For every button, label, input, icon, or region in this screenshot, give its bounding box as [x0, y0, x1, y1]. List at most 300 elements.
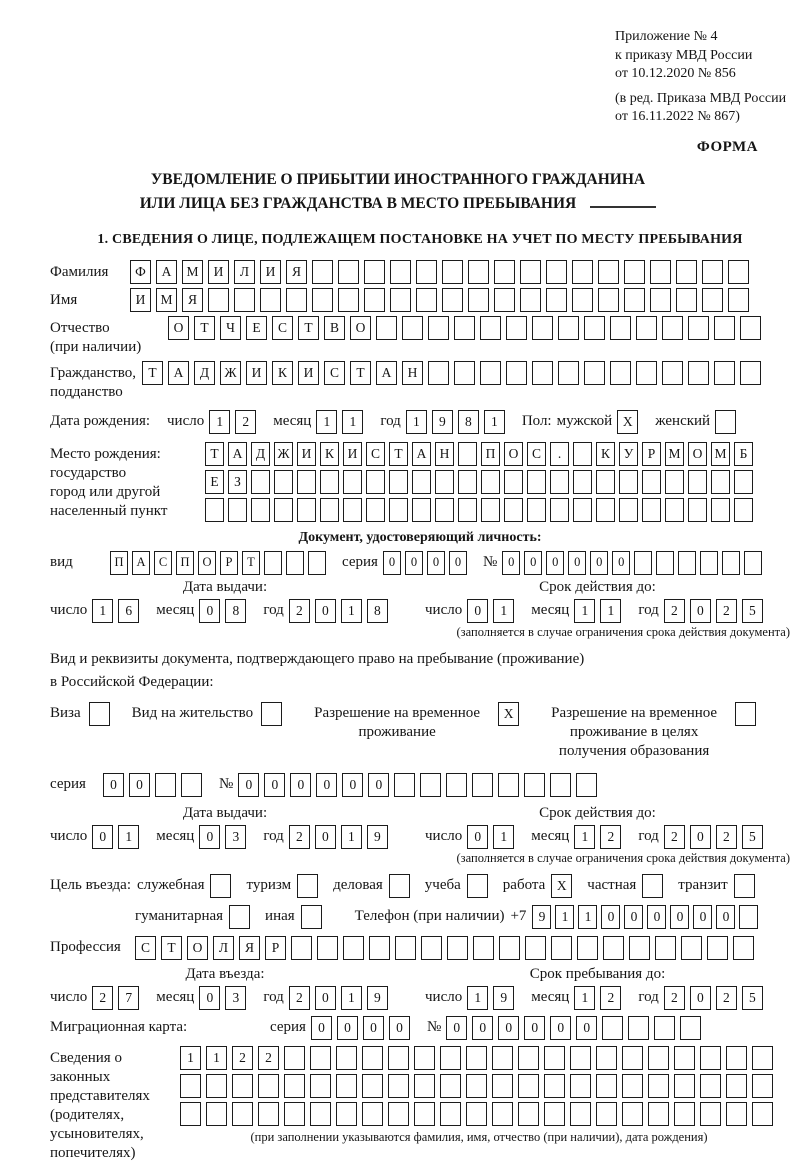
- legal-char-box[interactable]: [440, 1046, 461, 1070]
- legal-char-box[interactable]: [336, 1074, 357, 1098]
- identity-kind-char-box[interactable]: Т: [242, 551, 260, 575]
- profession-char-box[interactable]: [655, 936, 676, 960]
- birth-place-char-box[interactable]: [550, 498, 569, 522]
- identity-valid-month-box[interactable]: 1: [574, 599, 595, 623]
- legal-char-box[interactable]: [206, 1074, 227, 1098]
- legal-char-box[interactable]: [570, 1074, 591, 1098]
- patronymic-char-box[interactable]: [610, 316, 631, 340]
- patronymic-char-box[interactable]: [376, 316, 397, 340]
- legal-char-box[interactable]: [596, 1102, 617, 1126]
- given-name-char-box[interactable]: [364, 288, 385, 312]
- surname-char-box[interactable]: [416, 260, 437, 284]
- legal-char-box[interactable]: [232, 1102, 253, 1126]
- birth-place-char-box[interactable]: [458, 470, 477, 494]
- entry-day-box[interactable]: 7: [118, 986, 139, 1010]
- identity-issue-month-box[interactable]: 8: [225, 599, 246, 623]
- birth-place-char-box[interactable]: [688, 470, 707, 494]
- birth-place-char-box[interactable]: [366, 498, 385, 522]
- legal-char-box[interactable]: [180, 1102, 201, 1126]
- legal-char-box[interactable]: [622, 1074, 643, 1098]
- surname-char-box[interactable]: [338, 260, 359, 284]
- legal-char-box[interactable]: [284, 1046, 305, 1070]
- birth-place-char-box[interactable]: [711, 498, 730, 522]
- residence-issue-month-box[interactable]: 3: [225, 825, 246, 849]
- legal-char-box[interactable]: [648, 1074, 669, 1098]
- residence-number-box[interactable]: [550, 773, 571, 797]
- legal-char-box[interactable]: [362, 1074, 383, 1098]
- legal-char-box[interactable]: [518, 1074, 539, 1098]
- legal-char-box[interactable]: [310, 1074, 331, 1098]
- legal-char-box[interactable]: [492, 1046, 513, 1070]
- residence-number-box[interactable]: [498, 773, 519, 797]
- legal-char-box[interactable]: [466, 1074, 487, 1098]
- birth-place-char-box[interactable]: [504, 470, 523, 494]
- birth-place-char-box[interactable]: [642, 470, 661, 494]
- phone-digit-box[interactable]: [739, 905, 758, 929]
- residence-number-box[interactable]: 0: [264, 773, 285, 797]
- birth-place-char-box[interactable]: [527, 470, 546, 494]
- birth-day-box[interactable]: 1: [209, 410, 230, 434]
- residence-number-box[interactable]: 0: [290, 773, 311, 797]
- given-name-char-box[interactable]: [650, 288, 671, 312]
- surname-char-box[interactable]: [598, 260, 619, 284]
- residence-issue-day-box[interactable]: 0: [92, 825, 113, 849]
- legal-char-box[interactable]: [596, 1046, 617, 1070]
- entry-year-box[interactable]: 1: [341, 986, 362, 1010]
- birth-place-char-box[interactable]: С: [527, 442, 546, 466]
- legal-char-box[interactable]: [752, 1102, 773, 1126]
- residence-number-box[interactable]: 0: [342, 773, 363, 797]
- legal-char-box[interactable]: [700, 1074, 721, 1098]
- birth-place-char-box[interactable]: Б: [734, 442, 753, 466]
- identity-kind-char-box[interactable]: А: [132, 551, 150, 575]
- birth-place-char-box[interactable]: .: [550, 442, 569, 466]
- residence-valid-year-box[interactable]: 2: [664, 825, 685, 849]
- identity-issue-day-box[interactable]: 1: [92, 599, 113, 623]
- legal-char-box[interactable]: 1: [206, 1046, 227, 1070]
- birth-place-char-box[interactable]: [481, 498, 500, 522]
- residence-number-box[interactable]: 0: [368, 773, 389, 797]
- birth-place-char-box[interactable]: Е: [205, 470, 224, 494]
- entry-year-box[interactable]: 0: [315, 986, 336, 1010]
- birth-place-char-box[interactable]: У: [619, 442, 638, 466]
- identity-series-box[interactable]: 0: [427, 551, 445, 575]
- birth-place-char-box[interactable]: [573, 442, 592, 466]
- residence-number-box[interactable]: 0: [316, 773, 337, 797]
- identity-valid-year-box[interactable]: 0: [690, 599, 711, 623]
- temp-residence-checkbox[interactable]: X: [498, 702, 519, 726]
- legal-char-box[interactable]: [752, 1046, 773, 1070]
- stay-year-box[interactable]: 5: [742, 986, 763, 1010]
- identity-valid-day-box[interactable]: 1: [493, 599, 514, 623]
- legal-char-box[interactable]: [180, 1074, 201, 1098]
- legal-char-box[interactable]: [284, 1102, 305, 1126]
- legal-char-box[interactable]: [726, 1046, 747, 1070]
- birth-place-char-box[interactable]: [320, 470, 339, 494]
- birth-place-char-box[interactable]: [550, 470, 569, 494]
- birth-place-char-box[interactable]: [642, 498, 661, 522]
- profession-char-box[interactable]: [395, 936, 416, 960]
- patronymic-char-box[interactable]: [506, 316, 527, 340]
- patronymic-char-box[interactable]: [480, 316, 501, 340]
- surname-char-box[interactable]: [728, 260, 749, 284]
- birth-place-char-box[interactable]: [573, 498, 592, 522]
- migration-number-box[interactable]: [654, 1016, 675, 1040]
- legal-char-box[interactable]: [726, 1102, 747, 1126]
- given-name-char-box[interactable]: [572, 288, 593, 312]
- stay-month-box[interactable]: 2: [600, 986, 621, 1010]
- identity-number-box[interactable]: 0: [590, 551, 608, 575]
- birth-place-char-box[interactable]: С: [366, 442, 385, 466]
- identity-issue-year-box[interactable]: 8: [367, 599, 388, 623]
- identity-issue-year-box[interactable]: 1: [341, 599, 362, 623]
- surname-char-box[interactable]: [468, 260, 489, 284]
- residence-series-box[interactable]: 0: [129, 773, 150, 797]
- legal-char-box[interactable]: [544, 1102, 565, 1126]
- birth-place-char-box[interactable]: [297, 470, 316, 494]
- surname-char-box[interactable]: [572, 260, 593, 284]
- birth-place-char-box[interactable]: М: [711, 442, 730, 466]
- identity-valid-year-box[interactable]: 2: [716, 599, 737, 623]
- legal-char-box[interactable]: [284, 1074, 305, 1098]
- given-name-char-box[interactable]: [312, 288, 333, 312]
- patronymic-char-box[interactable]: [740, 316, 761, 340]
- legal-char-box[interactable]: [388, 1046, 409, 1070]
- birth-place-char-box[interactable]: [458, 442, 477, 466]
- citizenship-char-box[interactable]: Т: [142, 361, 163, 385]
- legal-char-box[interactable]: [596, 1074, 617, 1098]
- citizenship-char-box[interactable]: И: [246, 361, 267, 385]
- citizenship-char-box[interactable]: [636, 361, 657, 385]
- identity-number-box[interactable]: [744, 551, 762, 575]
- birth-place-char-box[interactable]: [389, 470, 408, 494]
- birth-place-char-box[interactable]: [711, 470, 730, 494]
- residence-valid-day-box[interactable]: 1: [493, 825, 514, 849]
- birth-place-char-box[interactable]: Р: [642, 442, 661, 466]
- birth-place-char-box[interactable]: Н: [435, 442, 454, 466]
- migration-number-box[interactable]: [680, 1016, 701, 1040]
- visa-checkbox[interactable]: [89, 702, 110, 726]
- profession-char-box[interactable]: [473, 936, 494, 960]
- phone-digit-box[interactable]: 0: [647, 905, 666, 929]
- birth-place-char-box[interactable]: [343, 498, 362, 522]
- legal-char-box[interactable]: [414, 1102, 435, 1126]
- birth-place-char-box[interactable]: [665, 470, 684, 494]
- given-name-char-box[interactable]: [598, 288, 619, 312]
- birth-place-char-box[interactable]: [205, 498, 224, 522]
- stay-day-box[interactable]: 1: [467, 986, 488, 1010]
- migration-series-box[interactable]: 0: [389, 1016, 410, 1040]
- patronymic-char-box[interactable]: [714, 316, 735, 340]
- identity-series-box[interactable]: 0: [449, 551, 467, 575]
- patronymic-char-box[interactable]: [636, 316, 657, 340]
- migration-number-box[interactable]: 0: [576, 1016, 597, 1040]
- legal-char-box[interactable]: [622, 1102, 643, 1126]
- identity-number-box[interactable]: [700, 551, 718, 575]
- stay-day-box[interactable]: 9: [493, 986, 514, 1010]
- residence-number-box[interactable]: [524, 773, 545, 797]
- birth-day-box[interactable]: 2: [235, 410, 256, 434]
- legal-char-box[interactable]: [466, 1102, 487, 1126]
- citizenship-char-box[interactable]: Ж: [220, 361, 241, 385]
- residence-issue-year-box[interactable]: 0: [315, 825, 336, 849]
- given-name-char-box[interactable]: М: [156, 288, 177, 312]
- residence-issue-year-box[interactable]: 1: [341, 825, 362, 849]
- citizenship-char-box[interactable]: А: [376, 361, 397, 385]
- birth-place-char-box[interactable]: [366, 470, 385, 494]
- birth-place-char-box[interactable]: [734, 470, 753, 494]
- legal-char-box[interactable]: 1: [180, 1046, 201, 1070]
- patronymic-char-box[interactable]: Е: [246, 316, 267, 340]
- patronymic-char-box[interactable]: Ч: [220, 316, 241, 340]
- identity-series-box[interactable]: 0: [383, 551, 401, 575]
- given-name-char-box[interactable]: [494, 288, 515, 312]
- birth-place-char-box[interactable]: О: [688, 442, 707, 466]
- identity-number-box[interactable]: 0: [568, 551, 586, 575]
- legal-char-box[interactable]: [492, 1074, 513, 1098]
- identity-number-box[interactable]: [722, 551, 740, 575]
- profession-char-box[interactable]: [525, 936, 546, 960]
- legal-char-box[interactable]: [206, 1102, 227, 1126]
- identity-issue-day-box[interactable]: 6: [118, 599, 139, 623]
- identity-kind-char-box[interactable]: П: [176, 551, 194, 575]
- surname-char-box[interactable]: [520, 260, 541, 284]
- citizenship-char-box[interactable]: [714, 361, 735, 385]
- profession-char-box[interactable]: [707, 936, 728, 960]
- legal-char-box[interactable]: [700, 1046, 721, 1070]
- residence-valid-month-box[interactable]: 1: [574, 825, 595, 849]
- birth-place-char-box[interactable]: [251, 498, 270, 522]
- profession-char-box[interactable]: [499, 936, 520, 960]
- given-name-char-box[interactable]: И: [130, 288, 151, 312]
- profession-char-box[interactable]: [551, 936, 572, 960]
- entry-day-box[interactable]: 2: [92, 986, 113, 1010]
- phone-digit-box[interactable]: 0: [670, 905, 689, 929]
- given-name-char-box[interactable]: [208, 288, 229, 312]
- surname-char-box[interactable]: [390, 260, 411, 284]
- residence-number-box[interactable]: [576, 773, 597, 797]
- identity-kind-char-box[interactable]: О: [198, 551, 216, 575]
- citizenship-char-box[interactable]: [688, 361, 709, 385]
- profession-char-box[interactable]: [421, 936, 442, 960]
- legal-char-box[interactable]: [336, 1102, 357, 1126]
- entry-year-box[interactable]: 2: [289, 986, 310, 1010]
- residence-valid-day-box[interactable]: 0: [467, 825, 488, 849]
- patronymic-char-box[interactable]: [428, 316, 449, 340]
- birth-place-char-box[interactable]: [619, 470, 638, 494]
- phone-digit-box[interactable]: 1: [555, 905, 574, 929]
- legal-char-box[interactable]: [674, 1102, 695, 1126]
- identity-kind-char-box[interactable]: [308, 551, 326, 575]
- patronymic-char-box[interactable]: С: [272, 316, 293, 340]
- identity-valid-year-box[interactable]: 2: [664, 599, 685, 623]
- purpose-other-checkbox[interactable]: [301, 905, 322, 929]
- given-name-char-box[interactable]: [234, 288, 255, 312]
- profession-char-box[interactable]: С: [135, 936, 156, 960]
- legal-char-box[interactable]: [362, 1102, 383, 1126]
- residence-number-box[interactable]: [394, 773, 415, 797]
- purpose-study-checkbox[interactable]: [467, 874, 488, 898]
- birth-place-char-box[interactable]: Ж: [274, 442, 293, 466]
- birth-year-box[interactable]: 8: [458, 410, 479, 434]
- profession-char-box[interactable]: [681, 936, 702, 960]
- birth-place-char-box[interactable]: [734, 498, 753, 522]
- residence-series-box[interactable]: [155, 773, 176, 797]
- birth-month-box[interactable]: 1: [316, 410, 337, 434]
- identity-number-box[interactable]: 0: [502, 551, 520, 575]
- surname-char-box[interactable]: [312, 260, 333, 284]
- legal-char-box[interactable]: [388, 1074, 409, 1098]
- residence-number-box[interactable]: [420, 773, 441, 797]
- legal-char-box[interactable]: [336, 1046, 357, 1070]
- purpose-tourism-checkbox[interactable]: [297, 874, 318, 898]
- migration-series-box[interactable]: 0: [363, 1016, 384, 1040]
- identity-number-box[interactable]: 0: [612, 551, 630, 575]
- birth-place-char-box[interactable]: [596, 498, 615, 522]
- patronymic-char-box[interactable]: [688, 316, 709, 340]
- identity-valid-year-box[interactable]: 5: [742, 599, 763, 623]
- given-name-char-box[interactable]: Я: [182, 288, 203, 312]
- legal-char-box[interactable]: [570, 1102, 591, 1126]
- stay-year-box[interactable]: 2: [664, 986, 685, 1010]
- surname-char-box[interactable]: А: [156, 260, 177, 284]
- surname-char-box[interactable]: [702, 260, 723, 284]
- residence-valid-year-box[interactable]: 5: [742, 825, 763, 849]
- entry-month-box[interactable]: 0: [199, 986, 220, 1010]
- migration-number-box[interactable]: 0: [498, 1016, 519, 1040]
- legal-char-box[interactable]: [232, 1074, 253, 1098]
- purpose-humanitarian-checkbox[interactable]: [229, 905, 250, 929]
- residence-valid-month-box[interactable]: 2: [600, 825, 621, 849]
- birth-place-char-box[interactable]: [665, 498, 684, 522]
- entry-month-box[interactable]: 3: [225, 986, 246, 1010]
- profession-char-box[interactable]: [447, 936, 468, 960]
- identity-valid-month-box[interactable]: 1: [600, 599, 621, 623]
- citizenship-char-box[interactable]: И: [298, 361, 319, 385]
- birth-place-char-box[interactable]: [619, 498, 638, 522]
- birth-place-char-box[interactable]: [228, 498, 247, 522]
- birth-place-char-box[interactable]: М: [665, 442, 684, 466]
- legal-char-box[interactable]: [414, 1046, 435, 1070]
- phone-digit-box[interactable]: 0: [601, 905, 620, 929]
- patronymic-char-box[interactable]: О: [168, 316, 189, 340]
- legal-char-box[interactable]: [648, 1046, 669, 1070]
- given-name-char-box[interactable]: [286, 288, 307, 312]
- surname-char-box[interactable]: [650, 260, 671, 284]
- citizenship-char-box[interactable]: [532, 361, 553, 385]
- birth-place-char-box[interactable]: [458, 498, 477, 522]
- birth-place-char-box[interactable]: [527, 498, 546, 522]
- patronymic-char-box[interactable]: О: [350, 316, 371, 340]
- profession-char-box[interactable]: [733, 936, 754, 960]
- temp-residence-edu-checkbox[interactable]: [735, 702, 756, 726]
- stay-year-box[interactable]: 0: [690, 986, 711, 1010]
- given-name-char-box[interactable]: [260, 288, 281, 312]
- migration-number-box[interactable]: 0: [524, 1016, 545, 1040]
- birth-place-char-box[interactable]: [251, 470, 270, 494]
- identity-number-box[interactable]: 0: [524, 551, 542, 575]
- citizenship-char-box[interactable]: К: [272, 361, 293, 385]
- profession-char-box[interactable]: [343, 936, 364, 960]
- patronymic-char-box[interactable]: [662, 316, 683, 340]
- given-name-char-box[interactable]: [624, 288, 645, 312]
- citizenship-char-box[interactable]: Н: [402, 361, 423, 385]
- identity-series-box[interactable]: 0: [405, 551, 423, 575]
- citizenship-char-box[interactable]: [428, 361, 449, 385]
- migration-series-box[interactable]: 0: [311, 1016, 332, 1040]
- residence-issue-day-box[interactable]: 1: [118, 825, 139, 849]
- surname-char-box[interactable]: Л: [234, 260, 255, 284]
- phone-digit-box[interactable]: 0: [624, 905, 643, 929]
- citizenship-char-box[interactable]: С: [324, 361, 345, 385]
- birth-place-char-box[interactable]: К: [320, 442, 339, 466]
- residence-issue-year-box[interactable]: 9: [367, 825, 388, 849]
- surname-char-box[interactable]: [624, 260, 645, 284]
- residence-issue-month-box[interactable]: 0: [199, 825, 220, 849]
- citizenship-char-box[interactable]: [740, 361, 761, 385]
- identity-kind-char-box[interactable]: [286, 551, 304, 575]
- legal-char-box[interactable]: [570, 1046, 591, 1070]
- legal-char-box[interactable]: 2: [232, 1046, 253, 1070]
- birth-year-box[interactable]: 9: [432, 410, 453, 434]
- birth-place-char-box[interactable]: Д: [251, 442, 270, 466]
- profession-char-box[interactable]: [603, 936, 624, 960]
- legal-char-box[interactable]: [258, 1074, 279, 1098]
- given-name-char-box[interactable]: [520, 288, 541, 312]
- citizenship-char-box[interactable]: Д: [194, 361, 215, 385]
- surname-char-box[interactable]: И: [260, 260, 281, 284]
- stay-month-box[interactable]: 1: [574, 986, 595, 1010]
- citizenship-char-box[interactable]: [558, 361, 579, 385]
- patronymic-char-box[interactable]: Т: [298, 316, 319, 340]
- birth-place-char-box[interactable]: [274, 470, 293, 494]
- given-name-char-box[interactable]: [728, 288, 749, 312]
- birth-place-char-box[interactable]: [412, 470, 431, 494]
- given-name-char-box[interactable]: [468, 288, 489, 312]
- legal-char-box[interactable]: [752, 1074, 773, 1098]
- legal-char-box[interactable]: [622, 1046, 643, 1070]
- migration-series-box[interactable]: 0: [337, 1016, 358, 1040]
- given-name-char-box[interactable]: [390, 288, 411, 312]
- migration-number-box[interactable]: [628, 1016, 649, 1040]
- birth-place-char-box[interactable]: И: [297, 442, 316, 466]
- legal-char-box[interactable]: [466, 1046, 487, 1070]
- male-checkbox[interactable]: X: [617, 410, 638, 434]
- purpose-business-checkbox[interactable]: [389, 874, 410, 898]
- birth-place-char-box[interactable]: [297, 498, 316, 522]
- birth-place-char-box[interactable]: [320, 498, 339, 522]
- profession-char-box[interactable]: [369, 936, 390, 960]
- residence-valid-year-box[interactable]: 0: [690, 825, 711, 849]
- profession-char-box[interactable]: Л: [213, 936, 234, 960]
- given-name-char-box[interactable]: [338, 288, 359, 312]
- identity-number-box[interactable]: 0: [546, 551, 564, 575]
- profession-char-box[interactable]: [317, 936, 338, 960]
- residence-number-box[interactable]: 0: [238, 773, 259, 797]
- birth-place-char-box[interactable]: К: [596, 442, 615, 466]
- surname-char-box[interactable]: [364, 260, 385, 284]
- identity-kind-char-box[interactable]: [264, 551, 282, 575]
- patronymic-char-box[interactable]: [454, 316, 475, 340]
- profession-char-box[interactable]: О: [187, 936, 208, 960]
- phone-digit-box[interactable]: 1: [578, 905, 597, 929]
- residence-number-box[interactable]: [472, 773, 493, 797]
- profession-char-box[interactable]: [629, 936, 650, 960]
- patronymic-char-box[interactable]: Т: [194, 316, 215, 340]
- birth-place-char-box[interactable]: П: [481, 442, 500, 466]
- residence-series-box[interactable]: 0: [103, 773, 124, 797]
- patronymic-char-box[interactable]: [402, 316, 423, 340]
